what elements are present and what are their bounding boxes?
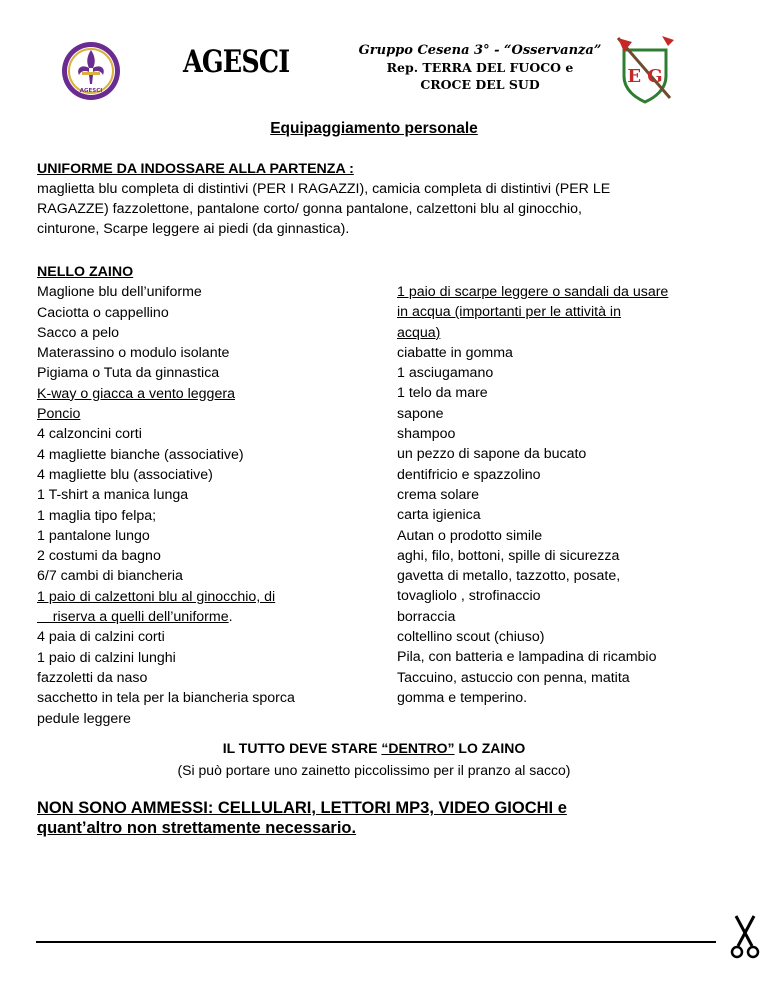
uniform-line: RAGAZZE) fazzolettone, pantalone corto/ gonna pantalone, calzettoni blu al ginocchio,: [37, 201, 582, 217]
list-item: un pezzo di sapone da bucato: [397, 446, 587, 463]
list-item: Taccuino, astuccio con penna, matita: [397, 669, 630, 686]
list-item: shampoo: [397, 426, 456, 443]
list-item: sacchetto in tela per la biancheria sporca: [37, 690, 295, 707]
group-header: [330, 42, 630, 93]
list-item-text: K-way o giacca a vento leggera: [37, 385, 235, 402]
list-item: Pigiama o Tuta da ginnastica: [37, 365, 220, 382]
group-name: Gruppo Cesena 3° - “Osservanza”: [358, 43, 602, 58]
list-item: 2 costumi da bagno: [37, 548, 161, 565]
list-item: 1 telo da mare: [397, 385, 488, 402]
inside-backpack-note: [0, 740, 748, 756]
list-item: 1 T-shirt a manica lunga: [37, 487, 189, 504]
list-item: Autan o prodotto simile: [397, 527, 543, 544]
uniform-section: [37, 159, 737, 239]
agesci-brand-text: AGESCI: [183, 44, 290, 80]
list-item: 4 magliette blu (associative): [37, 466, 213, 483]
list-item: aghi, filo, bottoni, spille di sicurezza: [397, 547, 620, 564]
agesci-fleur-de-lis-logo: [60, 40, 122, 102]
backpack-list-left: [37, 262, 357, 729]
list-item-underlined: [37, 404, 357, 424]
list-item-underlined: [397, 282, 727, 302]
list-item: coltellino scout (chiuso): [397, 629, 545, 646]
eg-shield-logo: [610, 32, 680, 104]
list-item: sapone: [397, 405, 444, 422]
group-unit-2: CROCE DEL SUD: [420, 77, 540, 92]
note-text-a: IL TUTTO DEVE STARE: [222, 740, 382, 756]
list-item: Materassino o modulo isolante: [37, 345, 230, 362]
uniform-line: cinturone, Scarpe leggere ai piedi (da ginnastica).: [37, 221, 350, 237]
list-item: 1 maglia tipo felpa;: [37, 507, 157, 524]
list-item-underlined: [37, 384, 357, 404]
list-item: borraccia: [397, 608, 456, 625]
page-title: Equipaggiamento personale: [270, 120, 478, 137]
list-item-text: Poncio: [37, 406, 81, 423]
list-item: Caciotta o cappellino: [37, 304, 169, 321]
backpack-heading: NELLO ZAINO: [37, 264, 134, 280]
uniform-line: maglietta blu completa di distintivi (PER I RAGAZZI), camicia completa di distintivi (PER LE: [37, 181, 611, 197]
list-item: ciabatte in gomma: [397, 344, 513, 361]
list-item: 4 magliette bianche (associative): [37, 446, 244, 463]
list-item-text: riserva a quelli dell’uniforme: [37, 609, 229, 626]
list-item: 1 paio di calzini lunghi: [37, 649, 176, 666]
list-item-underlined: [397, 302, 727, 322]
warning-line-1: NON SONO AMMESSI: CELLULARI, LETTORI MP3, VIDEO GIOCHI e: [37, 799, 567, 817]
list-item: tovagliolo , strofinaccio: [397, 588, 541, 605]
list-item-period: .: [228, 609, 233, 626]
list-item: crema solare: [397, 486, 480, 503]
list-item: 4 calzoncini corti: [37, 426, 142, 443]
list-item: Pila, con batteria e lampadina di ricambio: [397, 649, 657, 666]
list-item-text: in acqua (importanti per le attività in: [397, 304, 621, 321]
list-item-text: 1 paio di calzettoni blu al ginocchio, di: [37, 588, 276, 605]
note-text-emphasis: “DENTRO”: [381, 740, 455, 756]
list-item-underlined: [397, 323, 727, 343]
list-item: dentifricio e spazzolino: [397, 466, 541, 483]
list-item: gavetta di metallo, tazzotto, posate,: [397, 568, 621, 585]
logo-right-letters: E G: [627, 66, 663, 87]
list-item: pedule leggere: [37, 710, 131, 727]
scissors-icon: [728, 912, 762, 962]
note-text-c: LO ZAINO: [454, 740, 526, 756]
list-item: fazzoletti da naso: [37, 669, 148, 686]
list-item-text: 1 paio di scarpe leggere o sandali da usare: [397, 284, 669, 300]
list-item: 4 paia di calzini corti: [37, 629, 165, 646]
not-allowed-warning: [37, 798, 677, 838]
logo-left-label: AGESCI: [79, 88, 103, 94]
cut-line-divider: [36, 941, 716, 943]
small-backpack-note: (Si può portare uno zainetto piccolissimo per il pranzo al sacco): [177, 762, 571, 778]
uniform-heading: UNIFORME DA INDOSSARE ALLA PARTENZA :: [37, 161, 354, 177]
list-item: Maglione blu dell’uniforme: [37, 284, 202, 301]
list-item: 1 asciugamano: [397, 365, 494, 382]
backpack-list-right: [397, 282, 727, 708]
list-item-underlined: [37, 607, 357, 627]
list-item: Sacco a pelo: [37, 324, 120, 341]
list-item-text: acqua): [397, 324, 441, 341]
list-item-underlined: [37, 587, 357, 607]
list-item: carta igienica: [397, 507, 481, 524]
list-item: 1 pantalone lungo: [37, 527, 150, 544]
list-item: gomma e temperino.: [397, 689, 528, 706]
warning-line-2: quant’altro non strettamente necessario.: [37, 819, 357, 837]
group-unit: Rep. TERRA DEL FUOCO e: [386, 60, 574, 75]
list-item: 6/7 cambi di biancheria: [37, 568, 183, 585]
